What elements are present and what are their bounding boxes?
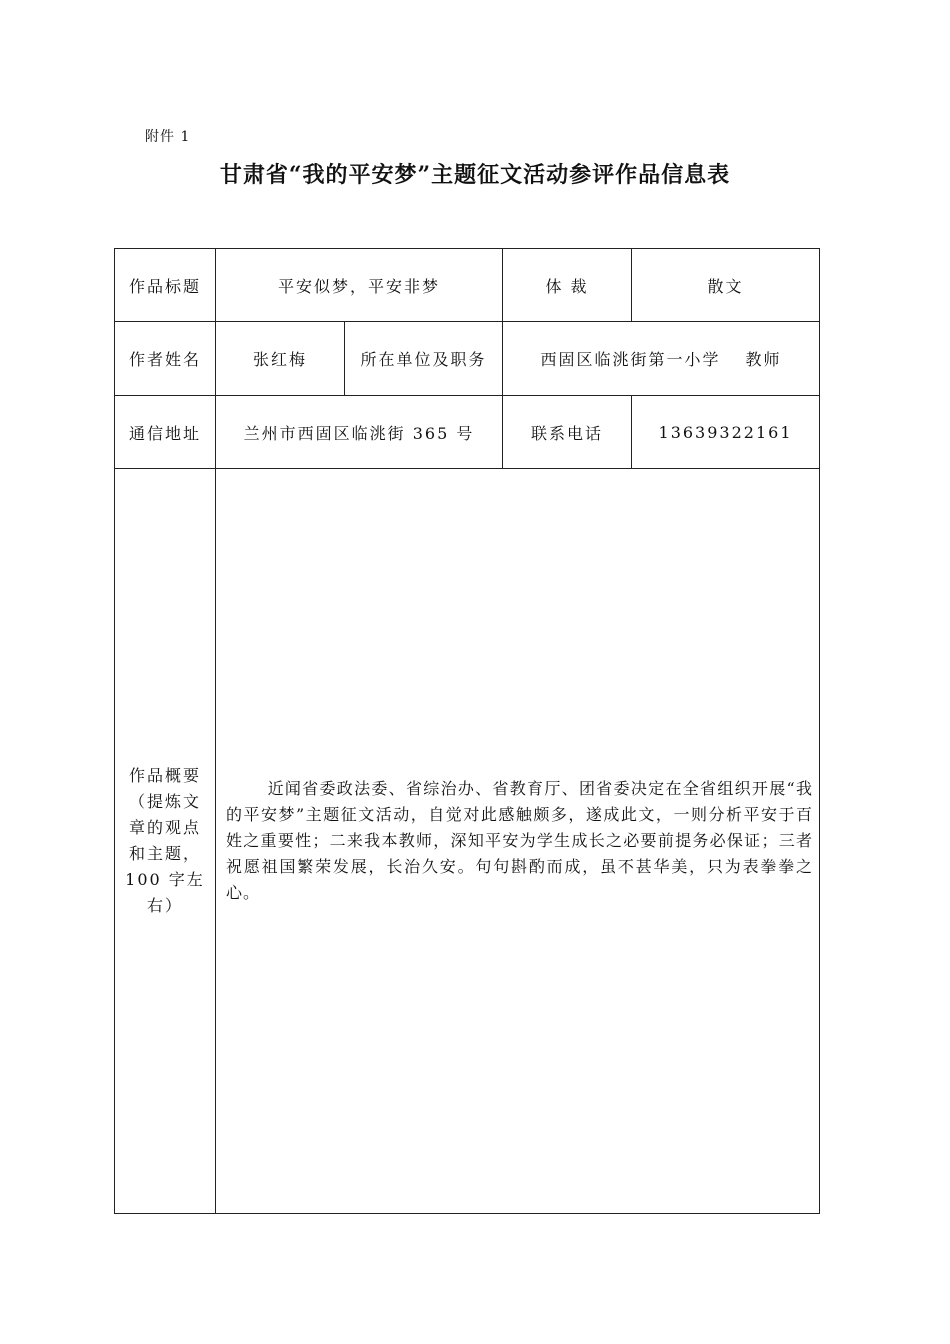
phone-value: 13639322161 xyxy=(632,396,820,469)
address-label: 通信地址 xyxy=(115,396,216,469)
row-summary xyxy=(115,469,820,1214)
genre-value: 散文 xyxy=(632,249,820,322)
address-value: 兰州市西固区临洮街 365 号 xyxy=(216,396,503,469)
attachment-label: 附件 1 xyxy=(145,129,191,145)
document-title: 甘肃省“我的平安梦”主题征文活动参评作品信息表 xyxy=(219,162,731,188)
info-table xyxy=(114,248,820,1214)
work-title-value: 平安似梦，平安非梦 xyxy=(216,249,503,322)
genre-label: 体 裁 xyxy=(503,249,632,322)
summary-text: 近闻省委政法委、省综治办、省教育厅、团省委决定在全省组织开展“我的平安梦”主题征文活动，自觉对此感触颇多，遂成此文，一则分析平安于百姓之重要性；二来我本教师，深知平安为学生成长之必要前提务必保证；三者祝愿祖国繁荣发展，长治久安。句句斟酌而成，虽不甚华美，只为表拳拳之心。 xyxy=(216,469,820,1214)
work-title-label: 作品标题 xyxy=(115,249,216,322)
author-value: 张红梅 xyxy=(216,322,345,396)
row-author xyxy=(115,322,820,396)
row-work-title xyxy=(115,249,820,322)
row-address xyxy=(115,396,820,469)
unit-value: 西固区临洮街第一小学 教师 xyxy=(503,322,820,396)
phone-label: 联系电话 xyxy=(503,396,632,469)
unit-label: 所在单位及职务 xyxy=(345,322,503,396)
summary-label: 作品概要（提炼文章的观点和主题，100 字左右） xyxy=(115,469,216,1214)
author-label: 作者姓名 xyxy=(115,322,216,396)
